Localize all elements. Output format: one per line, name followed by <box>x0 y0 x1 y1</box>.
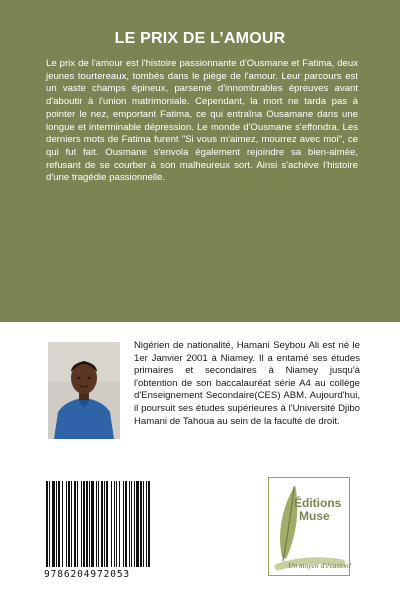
publisher-tagline: Un moyen d'évasion! <box>288 561 352 570</box>
author-photo <box>48 342 120 439</box>
author-portrait-image <box>48 342 120 439</box>
barcode-bars <box>44 481 192 570</box>
isbn-number: 9786204972053 <box>44 569 131 580</box>
publisher-name-line1: Éditions <box>294 496 342 510</box>
publisher-name-line2: Muse <box>299 509 330 523</box>
author-biography: Nigérien de nationalité, Hamani Seybou Ali est né le 1er Janvier 2001 à Niamey. Il a entamé ses études primaires et secondaires à Niamey jusqu'à l'obtention de son baccalauréat série A4 au collège d'Enseignement Secondaire(CES) ABM. Aujourd'hui, il poursuit ses études supérieures à l'Université Djibo Hamani de Tahoua au sein de la faculté de droit. <box>134 340 360 427</box>
book-title: LE PRIX DE L’AMOUR <box>114 30 286 47</box>
book-summary: Le prix de l'amour est l'histoire passionnante d'Ousmane et Fatima, deux jeunes tourtereaux, tombés dans le piège de l'amour. Leur parcours est un vaste champs épineux, parsemé d'innombrables épreuves avant d'aboutir à l'union matrimoniale. Cependant, la mort ne tarda pas à pointer le nez, emportant Fatima, ce qui entraîna Ousamane dans une longue et interminable dépression. Le monde d'Ousmane s'effondra. Les derniers mots de Fatima furent "Si vous m'aimez, mourrez avec moi", ce qui fut fait. Ousmane s'envola également rejoindre sa bien-aimée, refusant de se courber à son malheureux sort. Ainsi s'achève l'histoire d'une tragédie passionnelle. <box>46 58 358 184</box>
isbn-barcode <box>44 481 192 570</box>
